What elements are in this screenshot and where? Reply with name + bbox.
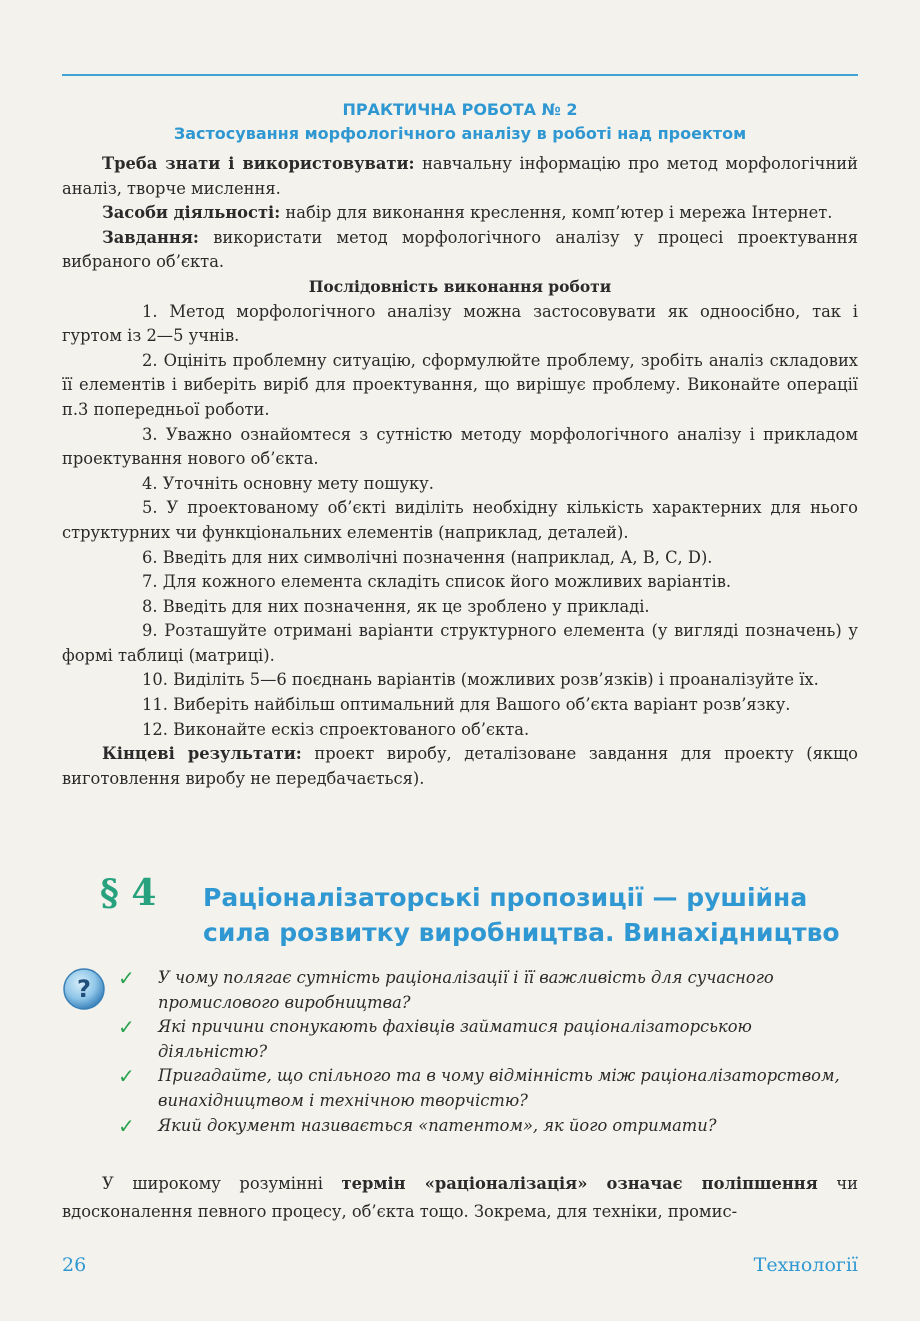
step-number: 3. bbox=[142, 424, 158, 444]
means-label: Засоби діяльності: bbox=[102, 203, 281, 223]
step-number: 6. bbox=[142, 547, 158, 567]
intro-text bbox=[62, 1170, 858, 1226]
step-item bbox=[62, 570, 858, 595]
step-number: 10. bbox=[142, 670, 168, 690]
intro-bold-term: термін «раціоналізація» означає поліпшення bbox=[341, 1174, 818, 1193]
step-item bbox=[62, 496, 858, 545]
step-item bbox=[62, 595, 858, 620]
section-title: Раціоналізаторські пропозиції — рушійна сила розвитку виробництва. Винахідництво bbox=[203, 883, 840, 947]
task-paragraph bbox=[62, 226, 858, 275]
step-item bbox=[62, 619, 858, 668]
question-item bbox=[118, 1015, 858, 1064]
step-text: Уважно ознайомтеся з сутністю методу морфологічного аналізу і прикладом проектування нового об’єкта. bbox=[62, 424, 858, 469]
step-item bbox=[62, 718, 858, 743]
section-number: § 4 bbox=[100, 872, 157, 914]
question-icon bbox=[62, 967, 106, 1011]
checkmark-icon: ✓ bbox=[118, 1015, 135, 1040]
step-number: 8. bbox=[142, 596, 158, 616]
question-item bbox=[118, 966, 858, 1015]
intro-paragraph bbox=[62, 1170, 858, 1226]
requirements-text: навчальну інформацію про метод морфологічний аналіз, творче мислення. bbox=[62, 154, 858, 198]
task-text: використати метод морфологічного аналізу у процесі проектування вибраного об’єкта. bbox=[62, 227, 858, 272]
practical-work-subtitle: Застосування морфологічного аналізу в роботі над проектом bbox=[173, 124, 747, 143]
question-text: У чому полягає сутність раціоналізації і її важливість для сучасного промислового виробництва? bbox=[158, 968, 774, 1012]
step-number: 7. bbox=[142, 572, 158, 592]
task-label: Завдання: bbox=[102, 227, 199, 247]
step-number: 5. bbox=[142, 498, 158, 518]
step-text: Введіть для них позначення, як це зроблено у прикладі. bbox=[162, 596, 650, 616]
step-number: 1. bbox=[142, 301, 158, 321]
means-text: набір для виконання креслення, комп’ютер і мережа Інтернет. bbox=[280, 203, 833, 223]
step-text: Розташуйте отримані варіанти структурного елемента (у вигляді позначень) у формі таблиці (матриці). bbox=[62, 621, 858, 665]
results-label: Кінцеві результати: bbox=[102, 744, 302, 764]
step-item bbox=[62, 668, 858, 693]
svg-text:?: ? bbox=[77, 975, 91, 1003]
question-text: Які причини спонукають фахівців займатися раціоналізаторською діяльністю? bbox=[158, 1017, 752, 1061]
practical-work-title: ПРАКТИЧНА РОБОТА № 2 bbox=[342, 100, 578, 119]
step-text: У проектованому об’єкті виділіть необхідну кількість характерних для нього структурних чи функціональних елементів (наприклад, деталей). bbox=[62, 498, 858, 542]
step-number: 11. bbox=[142, 695, 168, 715]
step-number: 2. bbox=[142, 350, 158, 370]
means-paragraph bbox=[62, 201, 858, 226]
results-text: проект виробу, деталізоване завдання для проекту (якщо виготовлення виробу не передбачається). bbox=[62, 744, 858, 788]
step-text: Уточніть основну мету пошуку. bbox=[162, 473, 434, 493]
practical-work-body bbox=[62, 152, 858, 791]
step-text: Введіть для них символічні позначення (наприклад, А, В, С, D). bbox=[162, 547, 713, 567]
step-text: Оцініть проблемну ситуацію, сформулюйте проблему, зробіть аналіз складових її елементів і виберіть виріб для проектування, що вирішує проблему. Виконайте операції п.3 попередньої роботи. bbox=[62, 350, 858, 419]
step-text: Виберіть найбільш оптимальний для Вашого об’єкта варіант розв’язку. bbox=[173, 695, 791, 715]
running-footer-title: Технології bbox=[753, 1254, 858, 1276]
step-item bbox=[62, 472, 858, 497]
step-item bbox=[62, 300, 858, 349]
question-item bbox=[118, 1114, 858, 1139]
step-item bbox=[62, 693, 858, 718]
step-text: Метод морфологічного аналізу можна застосовувати як одноосібно, так і гуртом із 2—5 учнів. bbox=[62, 301, 858, 346]
step-item bbox=[62, 546, 858, 571]
step-number: 4. bbox=[142, 473, 158, 493]
step-item bbox=[62, 349, 858, 423]
step-number: 12. bbox=[142, 719, 168, 739]
results-paragraph bbox=[62, 742, 858, 791]
requirements-label: Треба знати і використовувати: bbox=[102, 154, 415, 173]
step-item bbox=[62, 423, 858, 472]
question-text: Який документ називається «патентом», як його отримати? bbox=[158, 1115, 717, 1135]
question-text: Пригадайте, що спільного та в чому відмінність між раціоналізаторством, винахідництвом і технічною творчістю? bbox=[158, 1066, 840, 1110]
checkmark-icon: ✓ bbox=[118, 1064, 135, 1089]
sequence-heading: Послідовність виконання роботи bbox=[308, 276, 612, 296]
step-number: 9. bbox=[142, 621, 158, 641]
page-number: 26 bbox=[62, 1254, 87, 1276]
top-divider bbox=[62, 74, 858, 76]
checkmark-icon: ✓ bbox=[118, 966, 135, 990]
step-text: Виділіть 5—6 поєднань варіантів (можливих розв’язків) і проаналізуйте їх. bbox=[173, 670, 819, 690]
checkmark-icon: ✓ bbox=[118, 1113, 135, 1138]
question-item bbox=[118, 1064, 858, 1113]
step-text: Для кожного елемента складіть список його можливих варіантів. bbox=[162, 572, 732, 592]
intro-part1: У широкому розумінні bbox=[102, 1174, 342, 1193]
step-text: Виконайте ескіз спроектованого об’єкта. bbox=[173, 719, 530, 739]
intro-part2: чи вдосконалення певного процесу, об’єкта тощо. Зокрема, для техніки, промис- bbox=[62, 1174, 858, 1221]
requirements-paragraph bbox=[62, 152, 858, 201]
review-questions bbox=[118, 966, 858, 1138]
